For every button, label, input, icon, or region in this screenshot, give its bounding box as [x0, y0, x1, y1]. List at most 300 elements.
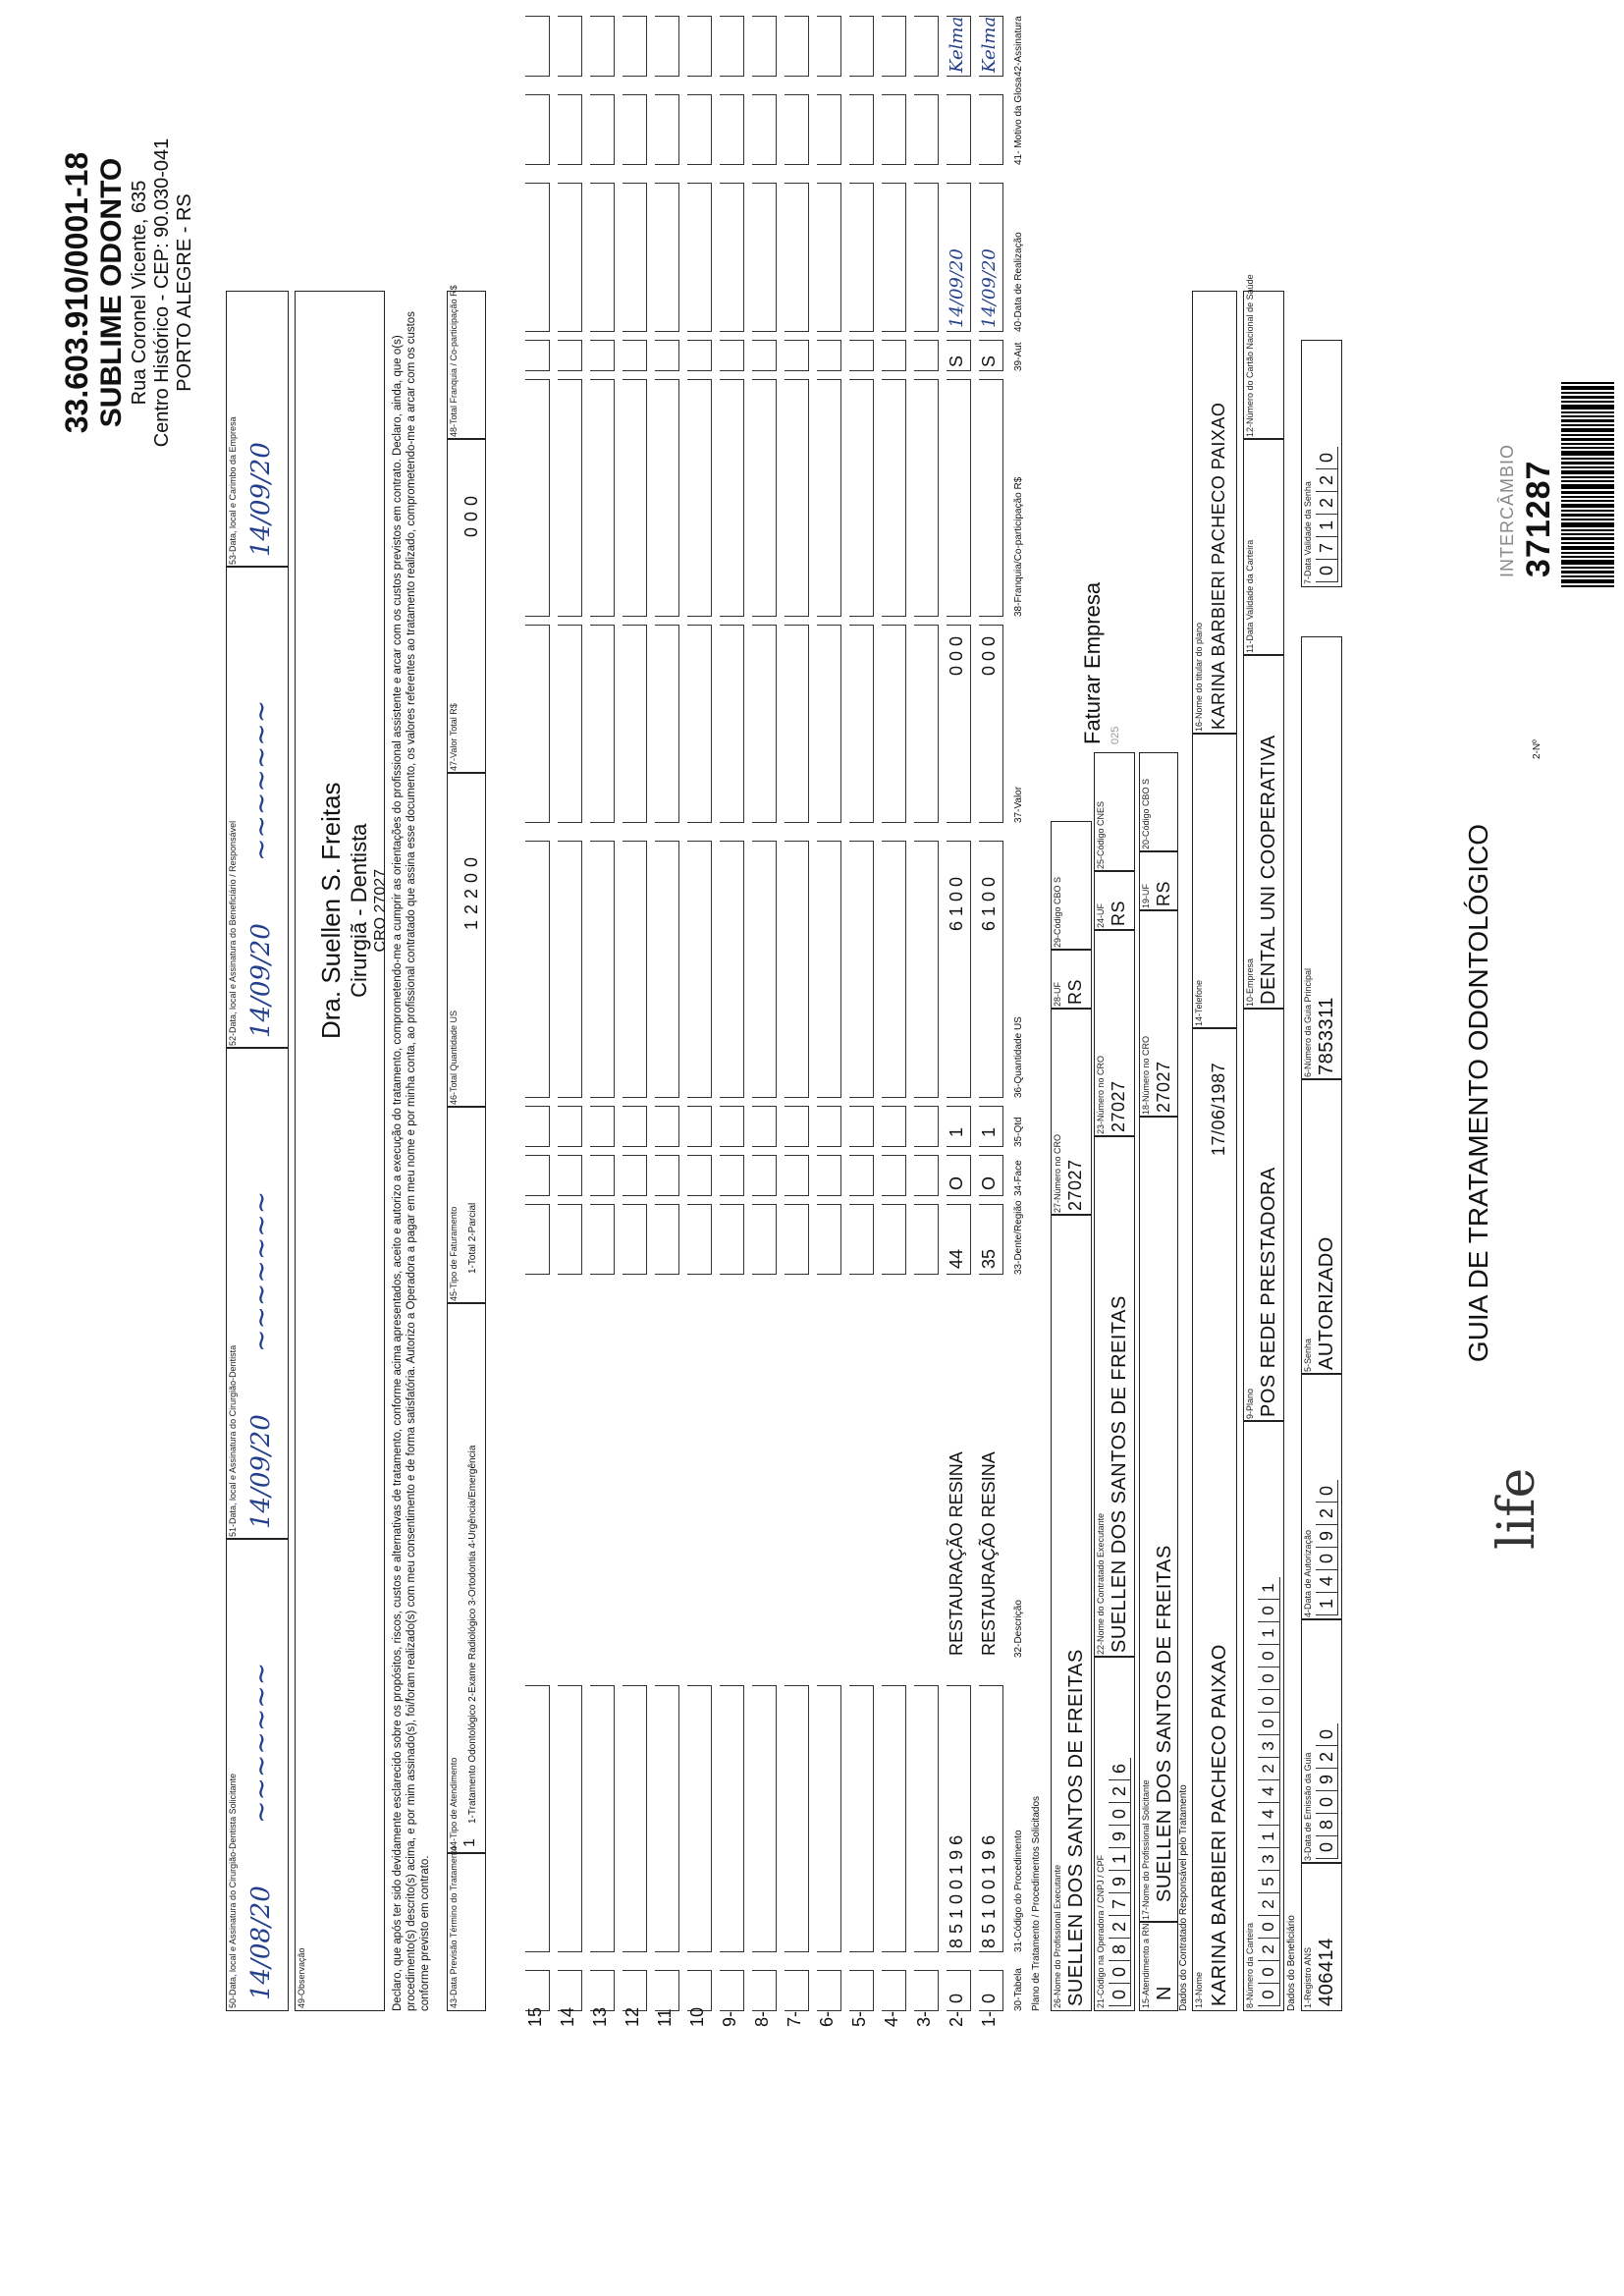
nascimento-value: 17/06/1987 — [1209, 1062, 1228, 1156]
hdr-tabela: 30-Tabela — [1013, 1968, 1024, 2011]
sig-52-box: 52-Data, local e Assinatura do Beneficiário / Responsável 14/09/20 ~~~~~~~ — [226, 566, 289, 1049]
row-number: 13 — [590, 2006, 610, 2027]
table-cell — [590, 1155, 615, 1196]
empresa-label: 10-Empresa — [1245, 957, 1255, 1007]
table-cell — [882, 1204, 906, 1275]
digit-cell: 0 — [1316, 1723, 1338, 1746]
cell-descricao: RESTAURAÇÃO RESINA — [947, 1451, 966, 1656]
table-cell — [655, 1106, 679, 1147]
table-cell — [752, 841, 777, 1098]
digit-cell: 2 — [1258, 1939, 1280, 1961]
digit-cell: 0 — [1316, 1480, 1338, 1503]
table-cell — [849, 625, 874, 823]
table-row — [653, 35, 682, 2027]
cell-aut: S — [947, 355, 966, 367]
hdr-franquia: 38-Franquia/Co-participação R$ — [1013, 476, 1024, 617]
cell-qtd-us: 6 1 0 0 — [947, 876, 966, 931]
table-cell — [655, 16, 679, 77]
table-row — [621, 35, 650, 2027]
hdr-descricao: 32-Descrição — [1013, 1600, 1024, 1658]
digit-cell: 0 — [1258, 1984, 1280, 2006]
table-cell — [525, 1155, 550, 1196]
cro-box — [1139, 909, 1178, 1118]
data-autorizacao-value — [1316, 1480, 1338, 1615]
cns-label: 12-Número do Cartão Nacional de Saúde — [1245, 274, 1255, 437]
observacao-label: 49-Observação — [297, 1947, 306, 2008]
cell-valor: 0 0 0 — [979, 635, 999, 676]
table-cell — [882, 625, 906, 823]
table-row — [750, 35, 780, 2027]
table-cell — [785, 183, 809, 332]
digit-cell: 0 — [1316, 560, 1338, 582]
cell-codigo: 8 5 1 0 0 1 9 6 — [979, 1834, 999, 1948]
table-cell — [914, 1970, 939, 2011]
sig-53-label: 53-Data, local e Carimbo da Empresa — [228, 416, 238, 565]
table-cell — [752, 94, 777, 165]
section-beneficiario: Dados do Beneficiário — [1286, 1915, 1297, 2011]
table-cell — [525, 379, 550, 617]
cell-qtd: 1 — [979, 1126, 999, 1137]
table-cell — [817, 1970, 841, 2011]
digit-cell: 0 — [1109, 1803, 1131, 1826]
digit-cell: 2 — [1316, 492, 1338, 515]
titular-value: KARINA BARBIERI PACHECO PAIXAO — [1209, 402, 1228, 730]
cell-assinatura: Kelma — [979, 16, 1000, 73]
table-cell — [882, 1106, 906, 1147]
table-cell — [817, 1106, 841, 1147]
prof-solicitante-value: SUELLEN DOS SANTOS DE FREITAS — [1154, 1545, 1175, 1902]
row-number: 12 — [623, 2006, 642, 2027]
cbos-label: 20-Código CBO S — [1141, 778, 1151, 849]
form-title: GUIA DE TRATAMENTO ODONTOLÓGICO — [1463, 823, 1493, 1363]
contratado-exec-value: SUELLEN DOS SANTOS DE FREITAS — [1109, 1295, 1130, 1653]
digit-cell: 0 — [1258, 1713, 1280, 1735]
cell-valor: 0 0 0 — [947, 635, 966, 676]
table-cell — [914, 1685, 939, 1952]
tipo-faturamento-box — [447, 1106, 486, 1304]
table-cell — [525, 1204, 550, 1275]
table-cell — [558, 94, 582, 165]
nome-value: KARINA BARBIERI PACHECO PAIXAO — [1209, 1644, 1230, 2006]
table-cell — [817, 183, 841, 332]
table-cell — [882, 1970, 906, 2011]
digit-cell: 0 — [1316, 1836, 1338, 1859]
digit-cell: 9 — [1316, 1769, 1338, 1791]
table-cell — [752, 1685, 777, 1952]
total-us-label: 46-Total Quantidade US — [449, 1010, 459, 1105]
table-cell — [720, 340, 744, 371]
table-cell — [720, 625, 744, 823]
uf2-label: 24-UF — [1096, 902, 1106, 928]
hdr-data-real: 40-Data de Realização — [1013, 232, 1024, 332]
table-cell — [752, 1204, 777, 1275]
table-cell — [623, 94, 647, 165]
table-cell — [720, 1685, 744, 1952]
row-number: 4- — [882, 2010, 901, 2027]
cro2-box — [1094, 929, 1135, 1137]
data-emissao-label: 3-Data de Emissão da Guia — [1303, 1752, 1313, 1861]
cnes-value: 025 — [1110, 726, 1121, 744]
prof-exec-value: SUELLEN DOS SANTOS DE FREITAS — [1065, 1649, 1087, 2006]
table-cell — [882, 16, 906, 77]
table-cell — [914, 625, 939, 823]
table-cell — [817, 16, 841, 77]
digit-cell: 0 — [1109, 1961, 1131, 1984]
data-emissao-value — [1316, 1723, 1338, 1859]
table-row — [685, 35, 715, 2027]
cell-qtd: 1 — [947, 1126, 966, 1137]
table-cell — [720, 379, 744, 617]
codigo-operadora-box — [1094, 1656, 1135, 2011]
company-address1: Rua Coronel Vicente, 635 — [129, 180, 150, 406]
table-cell — [525, 1685, 550, 1952]
guia-principal-box — [1301, 636, 1342, 1080]
table-cell — [720, 1155, 744, 1196]
table-cell — [525, 183, 550, 332]
table-cell — [590, 841, 615, 1098]
row-number: 1- — [979, 2010, 999, 2027]
table-cell — [849, 1106, 874, 1147]
row-number: 2- — [947, 2010, 966, 2027]
table-cell — [558, 841, 582, 1098]
tipo-atendimento-opts: 1-Tratamento Odontológico 2-Exame Radiológico 3-Ortodontia 4-Urgência/Emergência — [467, 1445, 478, 1824]
table-cell — [525, 841, 550, 1098]
table-cell — [785, 625, 809, 823]
plano-label: 9-Plano — [1245, 1388, 1255, 1419]
data-autorizacao-box — [1301, 1373, 1342, 1620]
table-cell — [623, 1106, 647, 1147]
senha-value: AUTORIZADO — [1316, 1236, 1337, 1370]
digit-cell: 2 — [1258, 1893, 1280, 1916]
tipo-atendimento-label: 44-Tipo de Atendimento — [449, 1757, 459, 1851]
digit-cell: 0 — [1258, 1916, 1280, 1939]
digit-cell: 0 — [1316, 1791, 1338, 1814]
table-cell — [914, 16, 939, 77]
cell-data: 14/09/20 — [979, 248, 1000, 328]
digit-cell: 0 — [1316, 447, 1338, 469]
table-cell — [785, 1106, 809, 1147]
tipo-faturamento-opts: 1-Total 2-Parcial — [467, 1202, 478, 1274]
section-contratado: Dados do Contratado Responsável pelo Tratamento — [1178, 1784, 1189, 2011]
observacao-box — [295, 291, 385, 2011]
senha-label: 5-Senha — [1303, 1338, 1313, 1372]
table-cell — [979, 379, 1003, 617]
digit-cell: 2 — [1258, 1758, 1280, 1780]
carteira-label: 8-Número da Carteira — [1245, 1922, 1255, 2008]
digit-cell: 7 — [1109, 1893, 1131, 1916]
table-cell — [687, 1970, 712, 2011]
table-cell — [590, 625, 615, 823]
table-cell — [785, 16, 809, 77]
digit-cell: 1 — [1316, 515, 1338, 537]
uf3-box — [1051, 949, 1092, 1010]
uf2-value: RS — [1109, 900, 1128, 926]
table-cell — [882, 183, 906, 332]
table-cell — [525, 625, 550, 823]
table-cell — [623, 16, 647, 77]
table-cell — [785, 1685, 809, 1952]
table-cell — [623, 183, 647, 332]
table-cell — [525, 16, 550, 77]
guia-principal-label: 6-Número da Guia Principal — [1303, 967, 1313, 1077]
table-cell — [558, 183, 582, 332]
hdr-valor: 37-Valor — [1013, 786, 1024, 823]
row-number: 15 — [525, 2006, 545, 2027]
total-franquia-label: 48-Total Franquia / Co-participação R$ — [449, 285, 459, 437]
table-row — [880, 35, 909, 2027]
table-cell — [752, 379, 777, 617]
table-cell — [590, 1204, 615, 1275]
table-cell — [947, 94, 971, 165]
table-cell — [817, 340, 841, 371]
sig-53-value: 14/09/20 — [246, 442, 276, 557]
table-cell — [687, 340, 712, 371]
digit-cell: 3 — [1258, 1735, 1280, 1758]
contratado-exec-box — [1094, 1135, 1135, 1658]
table-cell — [720, 1106, 744, 1147]
tipo-atendimento-box — [447, 1302, 486, 1854]
digit-cell: 0 — [1258, 1600, 1280, 1622]
table-cell — [687, 1155, 712, 1196]
cell-dente: 44 — [947, 1248, 966, 1269]
table-row — [556, 35, 585, 2027]
table-cell — [655, 841, 679, 1098]
senha-box — [1301, 1078, 1342, 1375]
table-cell — [655, 1685, 679, 1952]
table-cell — [882, 1155, 906, 1196]
intercambio-label: INTERCÂMBIO — [1497, 443, 1517, 577]
row-number: 7- — [785, 2010, 804, 2027]
table-cell — [525, 1106, 550, 1147]
guide-no-label: 2-Nº — [1532, 739, 1543, 759]
table-cell — [817, 1685, 841, 1952]
table-cell — [655, 1155, 679, 1196]
row-number: 10 — [687, 2006, 707, 2027]
table-cell — [849, 1155, 874, 1196]
table-cell — [558, 1970, 582, 2011]
cns-box — [1243, 274, 1284, 440]
table-cell — [687, 625, 712, 823]
cell-descricao: RESTAURAÇÃO RESINA — [979, 1451, 999, 1656]
table-cell — [817, 379, 841, 617]
table-cell — [947, 1970, 971, 2011]
table-cell — [914, 94, 939, 165]
carteira-value — [1258, 1577, 1280, 2006]
table-cell — [623, 1155, 647, 1196]
valor-total-box — [447, 438, 486, 774]
table-cell — [720, 16, 744, 77]
table-cell — [590, 94, 615, 165]
table-cell — [590, 1685, 615, 1952]
cro3-label: 27-Número no CRO — [1053, 1133, 1062, 1213]
table-cell — [687, 1106, 712, 1147]
data-emissao-box — [1301, 1618, 1342, 1864]
table-cell — [687, 94, 712, 165]
table-cell — [558, 1155, 582, 1196]
digit-cell: 2 — [1316, 469, 1338, 492]
table-cell — [558, 1204, 582, 1275]
telefone-box — [1192, 733, 1237, 1029]
data-autorizacao-label: 4-Data de Autorização — [1303, 1529, 1313, 1617]
cro2-label: 23-Número no CRO — [1096, 1055, 1106, 1134]
plano-value: POS REDE PRESTADORA — [1258, 1167, 1279, 1417]
company-address3: PORTO ALEGRE - RS — [174, 193, 195, 392]
cell-aut: S — [979, 355, 999, 367]
table-cell — [590, 1970, 615, 2011]
row-number: 14 — [558, 2006, 577, 2027]
table-cell — [623, 1204, 647, 1275]
rn-label: 15-Atendimento a RN — [1141, 1923, 1151, 2008]
codigo-operadora-value — [1109, 1758, 1131, 2006]
section-plano: Plano de Tratamento / Procedimentos Solicitados — [1031, 1795, 1042, 2011]
table-cell — [752, 340, 777, 371]
table-cell — [752, 16, 777, 77]
codigo-operadora-label: 21-Código na Operadora / CNPJ / CPF — [1096, 1854, 1106, 2008]
table-cell — [687, 183, 712, 332]
row-number: 8- — [752, 2010, 772, 2027]
cell-codigo: 8 5 1 0 0 1 9 6 — [947, 1834, 966, 1948]
cbos3-label: 29-Código CBO S — [1053, 876, 1062, 948]
table-cell — [947, 379, 971, 617]
cell-tabela: 0 — [947, 1993, 966, 2003]
table-cell — [720, 183, 744, 332]
table-row — [945, 16, 974, 2027]
cnes-label: 25-Código CNES — [1096, 800, 1106, 869]
rn-value: N — [1154, 1986, 1175, 2000]
table-cell — [687, 1204, 712, 1275]
table-cell — [720, 1204, 744, 1275]
digit-cell: 0 — [1258, 1667, 1280, 1690]
digit-cell: 2 — [1316, 1746, 1338, 1769]
table-cell — [785, 340, 809, 371]
table-cell — [590, 183, 615, 332]
table-row — [977, 16, 1006, 2027]
digit-cell: 9 — [1316, 1525, 1338, 1548]
table-cell — [914, 1155, 939, 1196]
sig-52-label: 52-Data, local e Assinatura do Beneficiário / Responsável — [228, 820, 238, 1046]
prof-solicitante-label: 17-Nome do Profissional Solicitante — [1141, 1779, 1151, 1920]
table-cell — [655, 379, 679, 617]
table-cell — [785, 94, 809, 165]
company-name: SUBLIME ODONTO — [95, 157, 128, 428]
digit-cell: 1 — [1258, 1622, 1280, 1645]
empresa-box — [1243, 654, 1284, 1010]
cbos-box — [1139, 752, 1178, 852]
uf3-value: RS — [1065, 978, 1085, 1005]
table-cell — [558, 340, 582, 371]
table-cell — [558, 16, 582, 77]
total-franquia-box — [447, 285, 486, 440]
table-cell — [914, 1106, 939, 1147]
uf3-label: 28-UF — [1053, 981, 1062, 1007]
digit-cell: 2 — [1316, 1503, 1338, 1525]
table-cell — [687, 841, 712, 1098]
cell-tabela: 0 — [979, 1993, 999, 2003]
table-cell — [623, 625, 647, 823]
hdr-qtd-us: 36-Quantidade US — [1013, 1016, 1024, 1098]
table-row — [718, 35, 747, 2027]
table-cell — [882, 379, 906, 617]
company-address2: Centro Histórico - CEP: 90.030-041 — [151, 137, 173, 448]
digit-cell: 4 — [1258, 1803, 1280, 1826]
table-cell — [914, 1204, 939, 1275]
hdr-dente: 33-Dente/Região — [1013, 1200, 1024, 1275]
hdr-codigo: 31-Código do Procedimento — [1013, 1830, 1024, 1952]
titular-label: 16-Nome do titular do plano — [1194, 622, 1204, 732]
table-cell — [914, 379, 939, 617]
table-cell — [849, 94, 874, 165]
table-cell — [752, 1970, 777, 2011]
uf-label: 19-UF — [1141, 883, 1151, 908]
dentist-stamp-name: Dra. Suellen S. Freitas — [316, 782, 346, 1039]
table-cell — [914, 841, 939, 1098]
table-cell — [882, 841, 906, 1098]
table-cell — [623, 841, 647, 1098]
table-cell — [882, 340, 906, 371]
digit-cell: 1 — [1258, 1826, 1280, 1848]
previsao-label: 43-Data Previsão Término do Tratamento — [449, 1845, 459, 2008]
digit-cell: 1 — [1258, 1577, 1280, 1600]
table-cell — [914, 340, 939, 371]
empresa-value: DENTAL UNI COOPERATIVA — [1258, 735, 1279, 1005]
sig-52-value: 14/09/20 — [246, 923, 276, 1038]
sig-51-value: 14/09/20 — [246, 1414, 276, 1529]
total-us-value: 1 2 2 0 0 — [461, 856, 481, 930]
digit-cell: 9 — [1109, 1871, 1131, 1893]
cro2-value: 27027 — [1109, 1080, 1128, 1132]
cell-dente: 35 — [979, 1248, 999, 1269]
carteira-box — [1243, 1420, 1284, 2011]
table-cell — [785, 1155, 809, 1196]
total-us-box — [447, 772, 486, 1108]
uf2-box — [1094, 870, 1135, 931]
cbos3-box — [1051, 821, 1092, 951]
table-cell — [655, 183, 679, 332]
table-cell — [623, 1685, 647, 1952]
row-number: 3- — [914, 2010, 934, 2027]
company-cnpj: 33.603.910/0001-18 — [59, 151, 94, 434]
table-row — [912, 35, 942, 2027]
table-cell — [558, 625, 582, 823]
digit-cell: 4 — [1316, 1570, 1338, 1593]
barcode — [1561, 380, 1614, 587]
table-cell — [720, 94, 744, 165]
validade-senha-box — [1301, 340, 1342, 587]
table-cell — [623, 340, 647, 371]
digit-cell: 4 — [1258, 1780, 1280, 1803]
guia-principal-value: 7853311 — [1316, 997, 1337, 1075]
cell-face: O — [979, 1175, 999, 1190]
table-cell — [655, 1204, 679, 1275]
digit-cell: 1 — [1316, 1593, 1338, 1615]
table-cell — [849, 1970, 874, 2011]
nome-label: 13-Nome — [1194, 1971, 1204, 2008]
table-cell — [752, 1155, 777, 1196]
table-cell — [655, 340, 679, 371]
table-cell — [752, 183, 777, 332]
table-cell — [590, 340, 615, 371]
row-number: 9- — [720, 2010, 739, 2027]
digit-cell: 0 — [1258, 1961, 1280, 1984]
digit-cell: 8 — [1316, 1814, 1338, 1836]
procedures-table — [491, 8, 1026, 2031]
cro-value: 27027 — [1154, 1061, 1173, 1113]
digit-cell: 0 — [1316, 1548, 1338, 1570]
valor-total-value: 0 0 0 — [461, 495, 481, 537]
registro-ans-label: 1-Registro ANS — [1303, 1946, 1313, 2008]
table-cell — [849, 379, 874, 617]
table-cell — [558, 1685, 582, 1952]
